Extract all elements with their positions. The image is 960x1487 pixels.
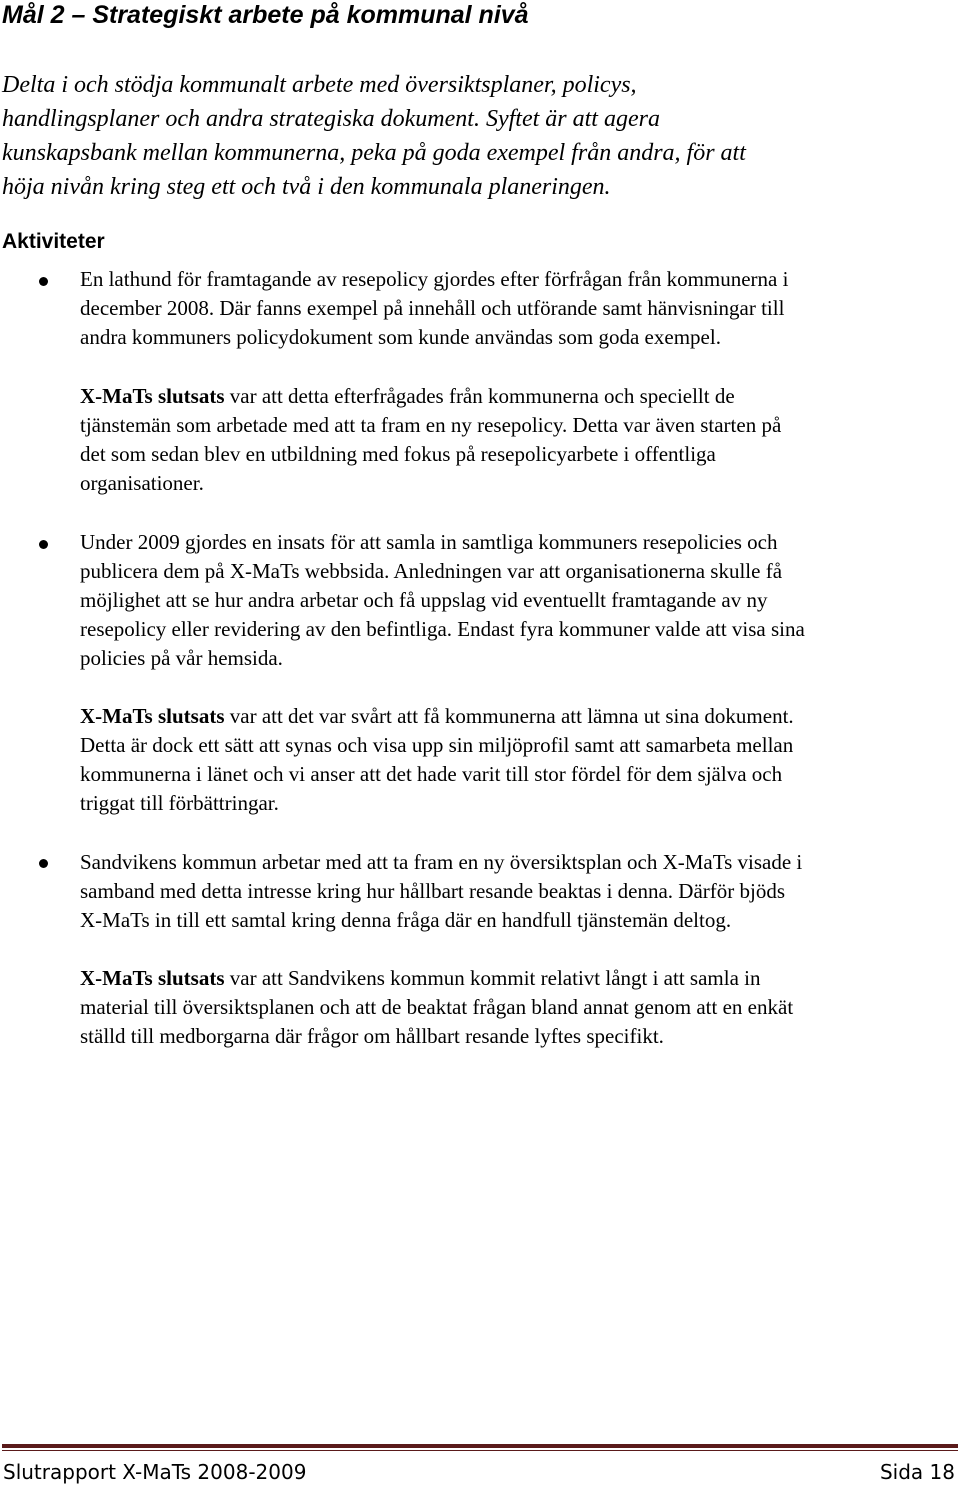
activity-2-description — [80, 528, 955, 673]
text-line: Under 2009 gjordes en insats för att samla in samtliga kommuners resepolicies och — [80, 530, 778, 554]
text-line: triggat till förbättringar. — [80, 791, 279, 815]
text-line — [80, 964, 955, 993]
text-line: ställd till medborgarna där frågor om hållbart resande lyftes specifikt. — [80, 1024, 664, 1048]
text-line — [80, 382, 955, 411]
text-line — [80, 702, 955, 731]
text-line: Detta är dock ett sätt att synas och visa upp sin miljöprofil samt att samarbeta mellan — [80, 733, 794, 757]
footer-page-number: Sida 18 — [879, 1460, 955, 1484]
bullet-icon — [39, 277, 48, 286]
conclusion-text: var att Sandvikens kommun kommit relativt långt i att samla in — [224, 966, 761, 990]
footer-divider — [2, 1444, 958, 1448]
intro-line: handlingsplaner och andra strategiska dokument. Syftet är att agera — [2, 106, 660, 132]
text-line: X-MaTs in till ett samtal kring denna fråga där en handfull tjänstemän deltog. — [80, 908, 732, 932]
text-line: tjänstemän som arbetade med att ta fram en ny resepolicy. Detta var även starten på — [80, 413, 782, 437]
intro-line: Delta i och stödja kommunalt arbete med översiktsplaner, policys, — [2, 72, 637, 98]
activity-3-description — [80, 848, 955, 935]
text-line: andra kommuners policydokument som kunde användas som goda exempel. — [80, 325, 721, 349]
intro-line: höja nivån kring steg ett och två i den kommunala planeringen. — [2, 174, 611, 200]
page-title: Mål 2 – Strategiskt arbete på kommunal nivå — [2, 1, 529, 29]
conclusion-text: var att detta efterfrågades från kommunerna och speciellt de — [224, 384, 735, 408]
text-line: kommunerna i länet och vi anser att det hade varit till stor fördel för dem själva och — [80, 762, 783, 786]
conclusion-label: X-MaTs slutsats — [80, 704, 225, 728]
activity-1-conclusion — [80, 382, 955, 498]
text-line: det som sedan blev en utbildning med fokus på resepolicyarbete i offentliga — [80, 442, 716, 466]
activity-3-conclusion — [80, 964, 955, 1051]
text-line: publicera dem på X-MaTs webbsida. Anledningen var att organisationerna skulle få — [80, 559, 783, 583]
text-line: Sandvikens kommun arbetar med att ta fram en ny översiktsplan och X-MaTs visade i — [80, 850, 803, 874]
section-heading-activities: Aktiviteter — [2, 230, 105, 253]
text-line: resepolicy eller revidering av den befintliga. Endast fyra kommuner valde att visa sina — [80, 617, 805, 641]
intro-paragraph — [2, 68, 952, 204]
conclusion-text: var att det var svårt att få kommunerna att lämna ut sina dokument. — [224, 704, 794, 728]
intro-line: kunskapsbank mellan kommunerna, peka på goda exempel från andra, för att — [2, 140, 746, 166]
footer-report-title: Slutrapport X-MaTs 2008-2009 — [3, 1460, 307, 1484]
text-line: samband med detta intresse kring hur hållbart resande beaktas i denna. Därför bjöds — [80, 879, 786, 903]
conclusion-label: X-MaTs slutsats — [80, 966, 225, 990]
text-line: En lathund för framtagande av resepolicy gjordes efter förfrågan från kommunerna i — [80, 267, 789, 291]
bullet-icon — [39, 540, 48, 549]
text-line: organisationer. — [80, 471, 204, 495]
text-line: material till översiktsplanen och att de beaktat frågan bland annat genom att en enkät — [80, 995, 794, 1019]
bullet-icon — [39, 859, 48, 868]
text-line: policies på vår hemsida. — [80, 646, 283, 670]
footer-divider — [2, 1450, 958, 1451]
text-line: möjlighet att se hur andra arbetar och få uppslag vid eventuellt framtagande av ny — [80, 588, 768, 612]
conclusion-label: X-MaTs slutsats — [80, 384, 225, 408]
activity-2-conclusion — [80, 702, 955, 818]
activity-1-description — [80, 265, 955, 352]
text-line: december 2008. Där fanns exempel på innehåll och utförande samt hänvisningar till — [80, 296, 785, 320]
